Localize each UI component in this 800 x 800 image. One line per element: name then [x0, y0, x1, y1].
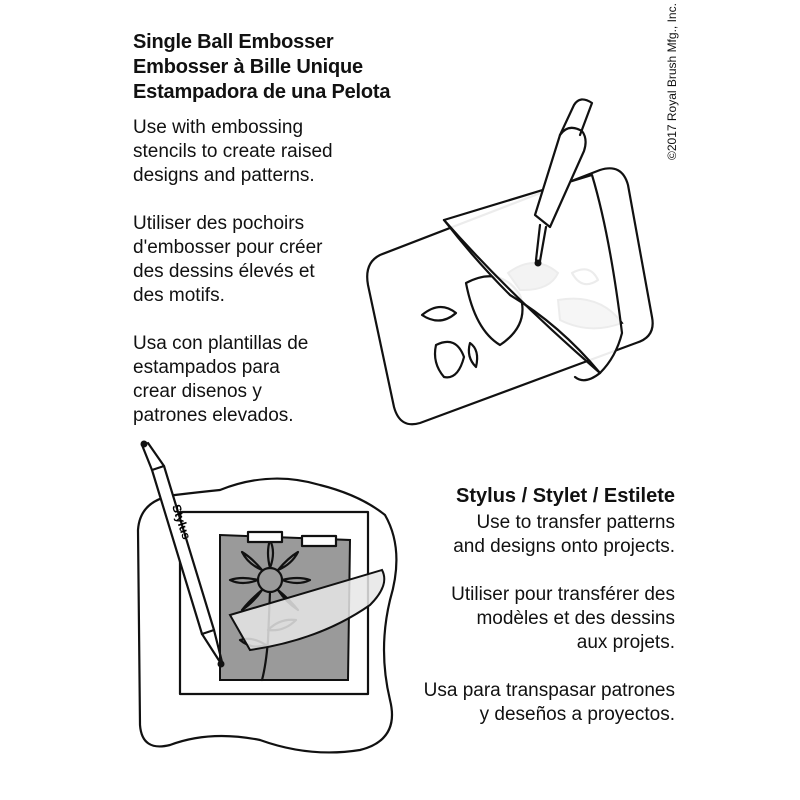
embosser-text-fr: Utiliser des pochoirs d'embosser pour créer des dessins élevés et des motifs.	[133, 213, 323, 306]
embosser-title-en: Single Ball Embosser	[133, 31, 334, 53]
stylus-text-en: Use to transfer patterns and designs onto projects.	[453, 512, 675, 557]
embosser-title-es: Estampadora de una Pelota	[133, 81, 391, 103]
stylus-illustration-icon	[120, 440, 420, 780]
embosser-description	[133, 116, 333, 452]
embosser-title-fr: Embosser à Bille Unique	[133, 56, 363, 78]
embosser-title	[133, 30, 390, 105]
embosser-text-es: Usa con plantillas de estampados para crear disenos y patrones elevados.	[133, 333, 309, 426]
embosser-text-en: Use with embossing stencils to create raised designs and patterns.	[133, 117, 333, 186]
stylus-text-es: Usa para transpasar patrones y deseños a proyectos.	[423, 680, 675, 725]
stylus-tool-label: Stylus	[169, 502, 194, 542]
stylus-description	[424, 484, 675, 751]
instruction-card: Single Ball Embosser Embosser à Bille Unique Estampadora de una Pelota Use with embossing stencils to create raised designs and patterns. Utiliser des pochoirs d'embosser pour créer des dessins élevés et des motifs. Usa con plantillas de estampados para crear disenos y patrones elevados. ©2017 Royal Brush Mfg., Inc. Stylus Stylus / Stylet / Estilete Use to transfer patterns and designs onto projects. Utiliser pour transférer des modèles et des dessins aux projets. Usa para transpasar patrones y deseños a proyectos.	[0, 0, 800, 800]
stylus-text-fr: Utiliser pour transférer des modèles et des dessins aux projets.	[451, 584, 675, 653]
embosser-illustration-icon	[360, 95, 660, 435]
stylus-title: Stylus / Stylet / Estilete	[456, 485, 675, 507]
